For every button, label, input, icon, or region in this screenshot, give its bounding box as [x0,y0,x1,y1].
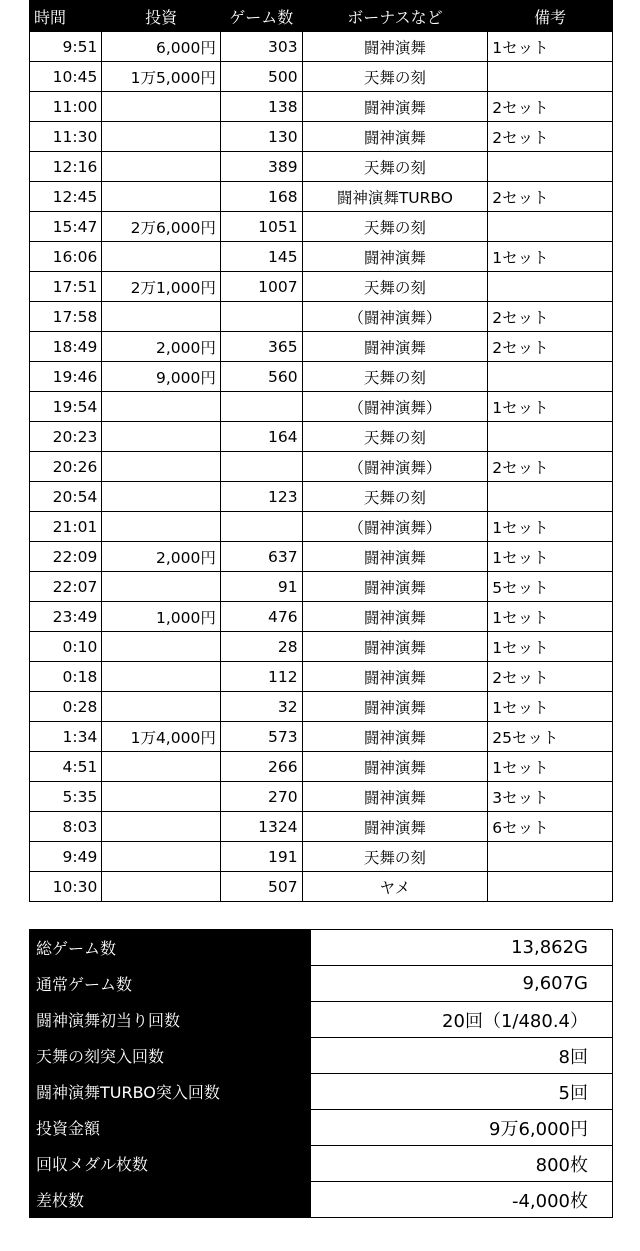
table-row [30,602,613,632]
cell-games: 303 [220,32,302,62]
cell-note: 2セット [488,92,613,122]
summary-value: 5回 [311,1074,613,1110]
summary-row [30,1074,613,1110]
cell-note: 2セット [488,452,613,482]
cell-bonus: 闘神演舞 [302,692,488,722]
cell-investment: 1万4,000円 [102,722,220,752]
cell-note: 3セット [488,782,613,812]
cell-note [488,422,613,452]
summary-label: 回収メダル枚数 [30,1146,311,1182]
cell-investment [102,482,220,512]
cell-time: 9:49 [30,842,102,872]
table-row [30,92,613,122]
cell-note: 2セット [488,302,613,332]
cell-games: 32 [220,692,302,722]
summary-row [30,966,613,1002]
cell-note [488,212,613,242]
cell-games: 130 [220,122,302,152]
cell-investment [102,572,220,602]
header-investment: 投資 [102,1,220,32]
summary-value: 9,607G [311,966,613,1002]
header-bonus: ボーナスなど [302,1,488,32]
cell-games: 123 [220,482,302,512]
table-row [30,482,613,512]
summary-value: 13,862G [311,930,613,966]
cell-note: 2セット [488,662,613,692]
table-row [30,212,613,242]
cell-investment: 2万6,000円 [102,212,220,242]
summary-value: 800枚 [311,1146,613,1182]
cell-games: 191 [220,842,302,872]
cell-time: 11:00 [30,92,102,122]
cell-bonus: 闘神演舞 [302,92,488,122]
cell-games [220,452,302,482]
summary-label: 天舞の刻突入回数 [30,1038,311,1074]
cell-time: 19:46 [30,362,102,392]
cell-investment: 2万1,000円 [102,272,220,302]
summary-table [29,929,613,1218]
cell-investment: 2,000円 [102,542,220,572]
cell-games: 138 [220,92,302,122]
cell-note [488,872,613,902]
cell-time: 21:01 [30,512,102,542]
cell-time: 1:34 [30,722,102,752]
table-row [30,422,613,452]
cell-investment [102,752,220,782]
cell-games: 365 [220,332,302,362]
summary-label: 闘神演舞TURBO突入回数 [30,1074,311,1110]
table-row [30,572,613,602]
cell-note: 1セット [488,632,613,662]
cell-investment [102,422,220,452]
summary-body [30,930,613,1218]
cell-time: 20:23 [30,422,102,452]
cell-investment [102,302,220,332]
cell-bonus: 天舞の刻 [302,272,488,302]
table-row [30,272,613,302]
cell-games [220,512,302,542]
cell-note: 1セット [488,542,613,572]
table-row [30,242,613,272]
cell-bonus: 闘神演舞 [302,572,488,602]
cell-games: 1007 [220,272,302,302]
header-note: 備考 [488,1,613,32]
cell-investment [102,812,220,842]
cell-bonus: 闘神演舞 [302,722,488,752]
cell-time: 4:51 [30,752,102,782]
cell-investment [102,662,220,692]
summary-value: 20回（1/480.4） [311,1002,613,1038]
cell-investment [102,122,220,152]
cell-bonus: 闘神演舞TURBO [302,182,488,212]
cell-time: 9:51 [30,32,102,62]
table-row [30,872,613,902]
cell-bonus: 闘神演舞 [302,122,488,152]
cell-bonus: 闘神演舞 [302,602,488,632]
table-row [30,452,613,482]
table-row [30,122,613,152]
play-log-table [29,0,613,902]
cell-investment [102,632,220,662]
table-row [30,662,613,692]
cell-note: 6セット [488,812,613,842]
cell-games: 28 [220,632,302,662]
summary-value: 9万6,000円 [311,1110,613,1146]
cell-bonus: 闘神演舞 [302,752,488,782]
cell-time: 15:47 [30,212,102,242]
cell-note: 1セット [488,512,613,542]
cell-time: 12:16 [30,152,102,182]
cell-investment [102,452,220,482]
cell-games: 1051 [220,212,302,242]
table-row [30,842,613,872]
summary-value: 8回 [311,1038,613,1074]
cell-bonus: 闘神演舞 [302,632,488,662]
cell-note: 25セット [488,722,613,752]
cell-bonus: （闘神演舞） [302,512,488,542]
cell-investment: 2,000円 [102,332,220,362]
cell-time: 22:09 [30,542,102,572]
cell-bonus: 天舞の刻 [302,842,488,872]
cell-time: 11:30 [30,122,102,152]
table-row [30,32,613,62]
cell-investment [102,242,220,272]
cell-note: 1セット [488,242,613,272]
table-row [30,812,613,842]
cell-bonus: （闘神演舞） [302,302,488,332]
summary-label: 通常ゲーム数 [30,966,311,1002]
cell-note [488,152,613,182]
cell-investment: 1,000円 [102,602,220,632]
table-row [30,722,613,752]
cell-bonus: 闘神演舞 [302,242,488,272]
cell-games: 164 [220,422,302,452]
cell-note [488,842,613,872]
cell-bonus: 闘神演舞 [302,542,488,572]
cell-time: 10:30 [30,872,102,902]
cell-time: 17:51 [30,272,102,302]
cell-games: 91 [220,572,302,602]
cell-time: 20:54 [30,482,102,512]
cell-note [488,482,613,512]
cell-time: 0:28 [30,692,102,722]
summary-row [30,1110,613,1146]
table-row [30,332,613,362]
cell-games: 168 [220,182,302,212]
cell-time: 0:10 [30,632,102,662]
cell-games: 145 [220,242,302,272]
cell-games [220,302,302,332]
cell-time: 19:54 [30,392,102,422]
cell-investment [102,782,220,812]
cell-bonus: 闘神演舞 [302,332,488,362]
cell-investment: 1万5,000円 [102,62,220,92]
summary-value: -4,000枚 [311,1182,613,1218]
cell-games: 266 [220,752,302,782]
cell-bonus: 闘神演舞 [302,782,488,812]
cell-note: 1セット [488,602,613,632]
cell-bonus: 闘神演舞 [302,812,488,842]
summary-row [30,1002,613,1038]
cell-investment [102,872,220,902]
cell-bonus: 闘神演舞 [302,32,488,62]
cell-time: 22:07 [30,572,102,602]
cell-note [488,272,613,302]
table-row [30,542,613,572]
cell-bonus: （闘神演舞） [302,452,488,482]
cell-investment [102,512,220,542]
cell-bonus: 天舞の刻 [302,62,488,92]
table-row [30,62,613,92]
cell-note: 1セット [488,752,613,782]
summary-label: 差枚数 [30,1182,311,1218]
cell-time: 5:35 [30,782,102,812]
table-row [30,512,613,542]
cell-time: 16:06 [30,242,102,272]
table-row [30,182,613,212]
header-games: ゲーム数 [220,1,302,32]
cell-games: 500 [220,62,302,92]
cell-investment [102,392,220,422]
cell-note: 2セット [488,182,613,212]
cell-investment [102,92,220,122]
table-row [30,782,613,812]
table-row [30,392,613,422]
header-time: 時間 [30,1,102,32]
summary-row [30,1146,613,1182]
cell-bonus: 天舞の刻 [302,362,488,392]
cell-bonus: ヤメ [302,872,488,902]
table-row [30,632,613,662]
cell-investment [102,692,220,722]
cell-games: 1324 [220,812,302,842]
summary-label: 闘神演舞初当り回数 [30,1002,311,1038]
cell-games: 476 [220,602,302,632]
cell-games: 112 [220,662,302,692]
cell-games: 389 [220,152,302,182]
cell-note: 2セット [488,332,613,362]
cell-bonus: 天舞の刻 [302,422,488,452]
cell-investment: 9,000円 [102,362,220,392]
cell-games: 560 [220,362,302,392]
summary-label: 総ゲーム数 [30,930,311,966]
cell-note: 1セット [488,692,613,722]
cell-investment [102,152,220,182]
summary-label: 投資金額 [30,1110,311,1146]
play-log-header-row [30,1,613,32]
cell-games [220,392,302,422]
table-row [30,302,613,332]
cell-investment [102,842,220,872]
summary-row [30,1038,613,1074]
play-log-body [30,32,613,902]
cell-bonus: 闘神演舞 [302,662,488,692]
table-row [30,362,613,392]
table-row [30,692,613,722]
cell-time: 18:49 [30,332,102,362]
cell-bonus: 天舞の刻 [302,212,488,242]
cell-investment: 6,000円 [102,32,220,62]
cell-time: 20:26 [30,452,102,482]
cell-bonus: 天舞の刻 [302,152,488,182]
cell-time: 12:45 [30,182,102,212]
cell-time: 23:49 [30,602,102,632]
cell-time: 10:45 [30,62,102,92]
summary-row [30,930,613,966]
cell-time: 8:03 [30,812,102,842]
summary-row [30,1182,613,1218]
cell-note [488,62,613,92]
cell-time: 17:58 [30,302,102,332]
cell-bonus: （闘神演舞） [302,392,488,422]
cell-time: 0:18 [30,662,102,692]
cell-games: 637 [220,542,302,572]
cell-bonus: 天舞の刻 [302,482,488,512]
cell-note [488,362,613,392]
cell-games: 507 [220,872,302,902]
cell-note: 5セット [488,572,613,602]
table-row [30,752,613,782]
table-row [30,152,613,182]
cell-note: 2セット [488,122,613,152]
cell-note: 1セット [488,32,613,62]
cell-games: 573 [220,722,302,752]
cell-games: 270 [220,782,302,812]
cell-investment [102,182,220,212]
cell-note: 1セット [488,392,613,422]
